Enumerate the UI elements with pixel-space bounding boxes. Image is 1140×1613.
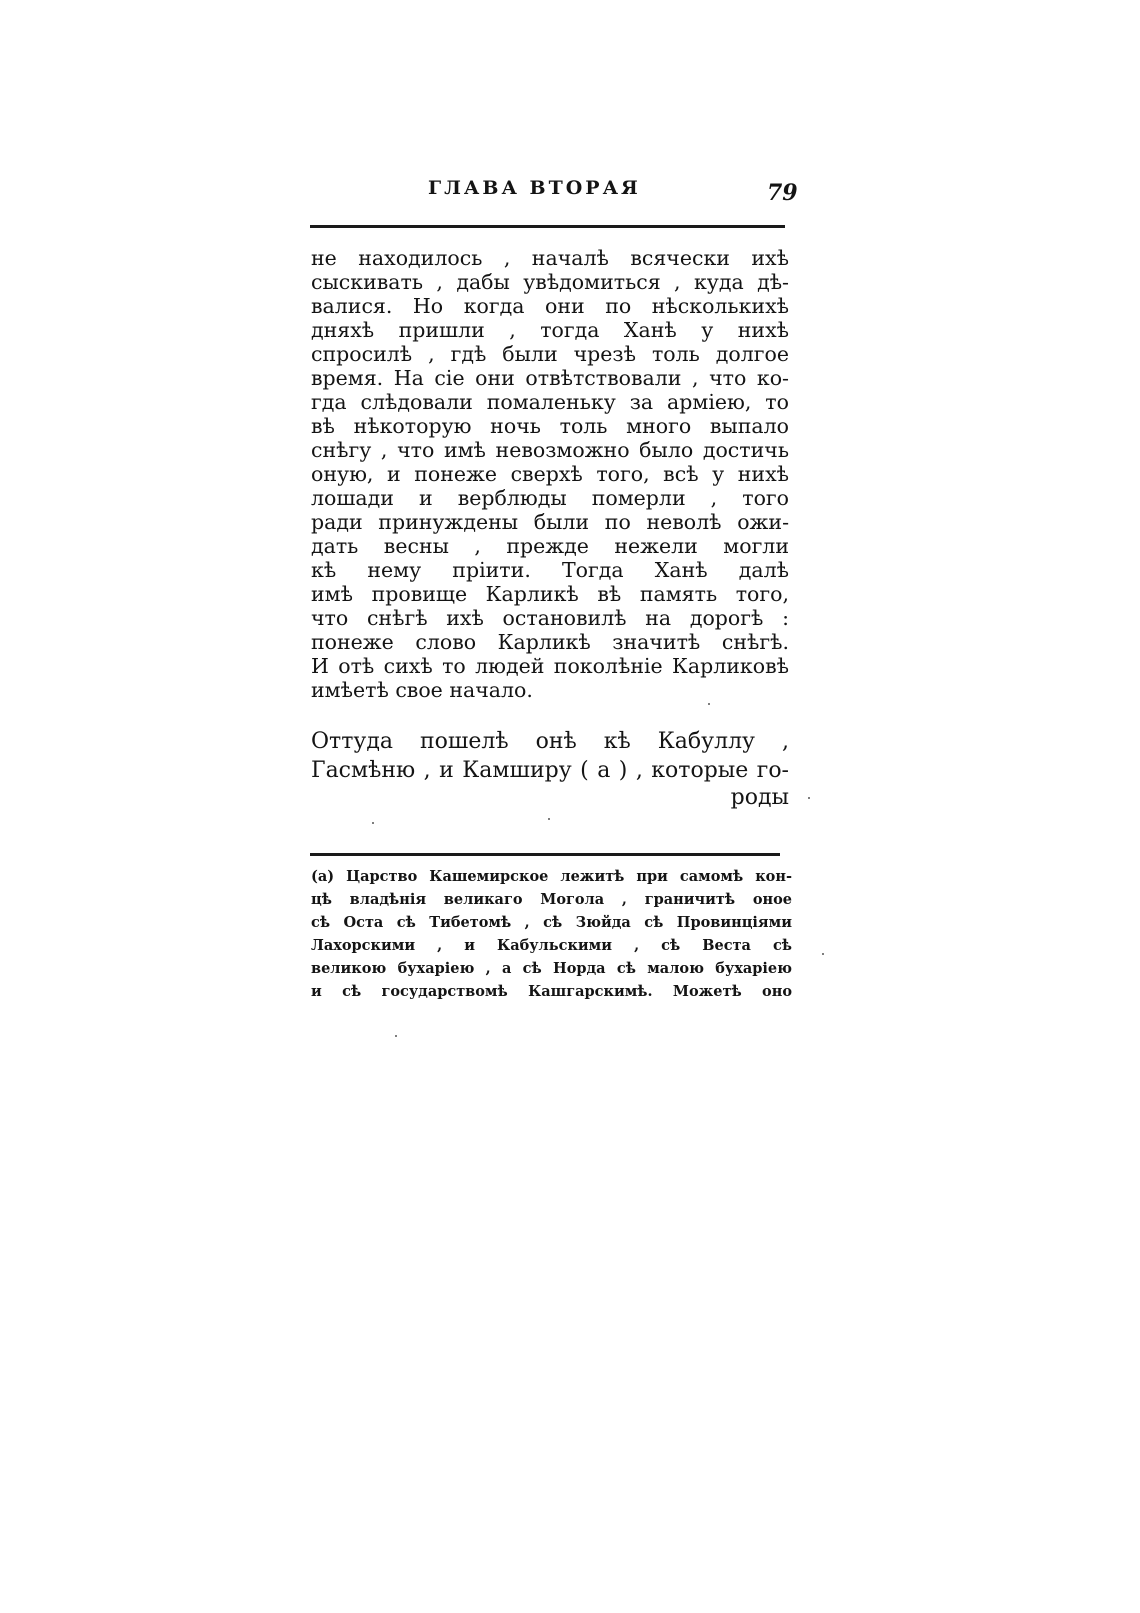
text-line: валися. Но когда они по нѣсколькихѣ — [311, 294, 789, 318]
footnote-line: и сѣ государствомѣ Кашгарскимѣ. Можетѣ оно — [311, 983, 792, 1000]
footnote-line: великою бухаріею , а сѣ Норда сѣ малою бухаріею — [311, 960, 792, 977]
paper-speck — [395, 1035, 397, 1037]
catchword: роды — [730, 785, 789, 810]
text-line: что снѣгѣ ихѣ остановилѣ на дорогѣ : — [311, 606, 789, 630]
text-line: оную, и понеже сверхѣ того, всѣ у нихѣ — [311, 462, 789, 486]
text-line: ради принуждены были по неволѣ ожи- — [311, 510, 789, 534]
text-line: время. На сіе они отвѣтствовали , что ко- — [311, 366, 789, 390]
header-rule — [310, 225, 785, 228]
footnote-line: (а) Царство Кашемирское лежитѣ при самомѣ кон- — [311, 868, 792, 885]
text-line: сыскивать , дабы увѣдомиться , куда дѣ- — [311, 270, 789, 294]
text-line: И отѣ сихѣ то людей поколѣніе Карликовѣ — [311, 654, 789, 678]
text-line: понеже слово Карликѣ значитѣ снѣгѣ. — [311, 630, 789, 654]
paper-speck — [372, 822, 374, 824]
page-number: 79 — [767, 180, 798, 206]
text-line: Гасмѣню , и Камширу ( а ) , которые го- — [311, 758, 789, 783]
paper-speck — [808, 797, 810, 799]
text-line: Оттуда пошелѣ онѣ кѣ Кабуллу , — [311, 729, 789, 754]
text-line: лошади и верблюды померли , того — [311, 486, 789, 510]
paper-speck — [822, 953, 824, 955]
text-line: спросилѣ , гдѣ были чрезѣ толь долгое — [311, 342, 789, 366]
running-head: ГЛАВА ВТОРАЯ — [428, 177, 641, 199]
text-line: имѣетѣ свое начало. — [311, 678, 533, 702]
footnote-line: Лахорскими , и Кабульскими , сѣ Веста сѣ — [311, 937, 792, 954]
text-line: дняхѣ пришли , тогда Ханѣ у нихѣ — [311, 318, 789, 342]
text-line: дать весны , прежде нежели могли — [311, 534, 789, 558]
text-line: не находилось , началѣ всячески ихѣ — [311, 246, 789, 270]
text-line: вѣ нѣкоторую ночь толь много выпало — [311, 414, 789, 438]
footnote-line: сѣ Оста сѣ Тибетомѣ , сѣ Зюйда сѣ Провинціями — [311, 914, 792, 931]
text-line: кѣ нему пріити. Тогда Ханѣ далѣ — [311, 558, 789, 582]
text-line: гда слѣдовали помаленьку за арміею, то — [311, 390, 789, 414]
text-line: имѣ провище Карликѣ вѣ память того, — [311, 582, 789, 606]
text-line: снѣгу , что имѣ невозможно было достичь — [311, 438, 789, 462]
footnote-rule — [310, 853, 780, 856]
footnote-line: цѣ владѣнія великаго Могола , граничитѣ оное — [311, 891, 792, 908]
paper-speck — [548, 818, 550, 820]
paper-speck — [708, 703, 710, 705]
